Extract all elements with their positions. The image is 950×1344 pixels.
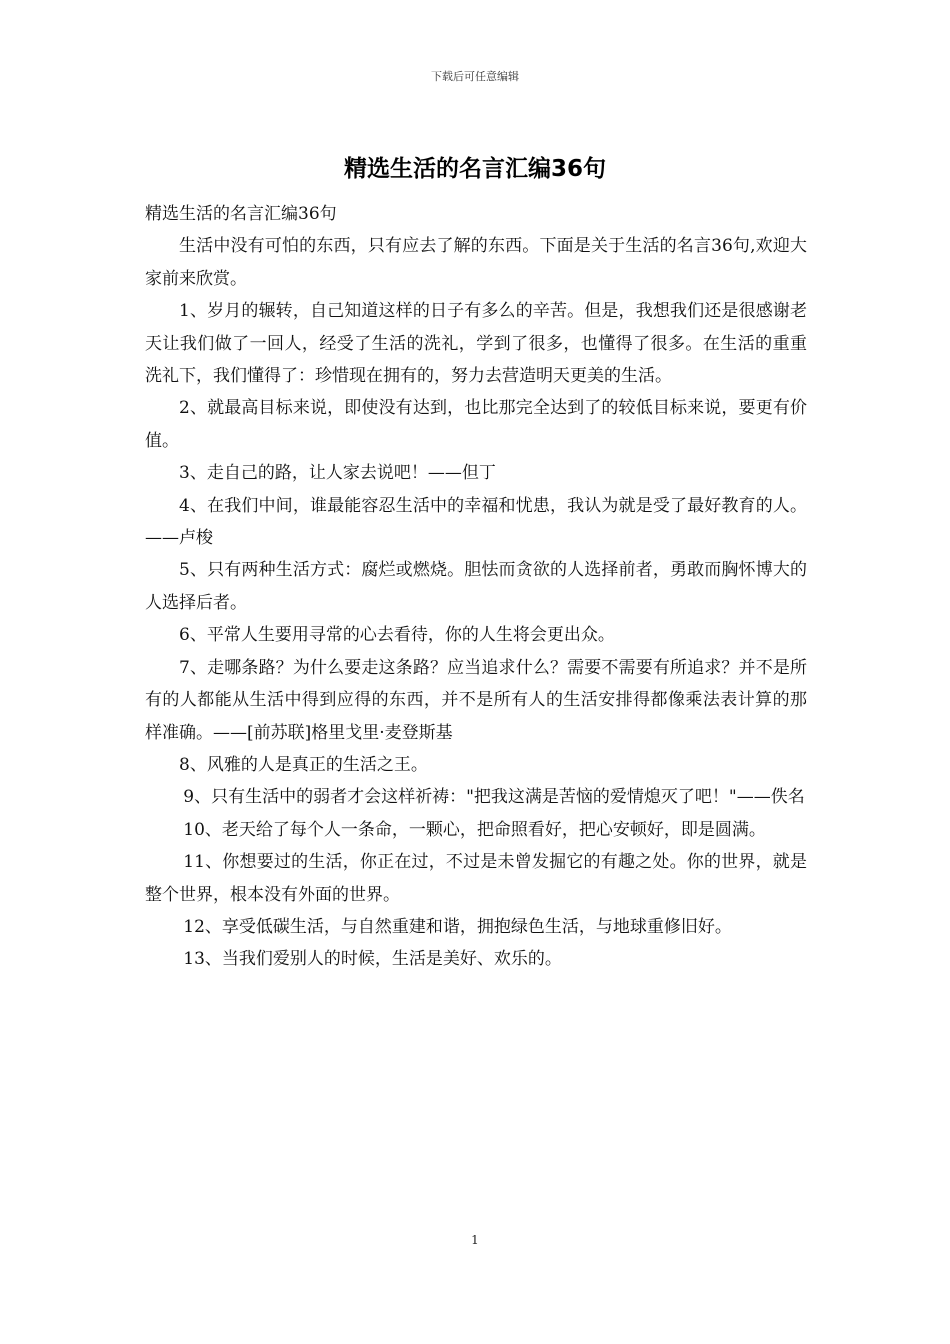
- subtitle-line: 精选生活的名言汇编36句: [145, 204, 337, 224]
- quote-paragraph: 1、岁月的辗转，自己知道这样的日子有多么的辛苦。但是，我想我们还是很感谢老天让我们做了一回人，经受了生活的洗礼，学到了很多，也懂得了很多。在生活的重重洗礼下，我们懂得了：珍惜现在拥有的，努力去营造明天更美的生活。: [145, 301, 807, 387]
- quote-paragraph: 8、风雅的人是真正的生活之王。: [179, 754, 428, 775]
- quote-paragraph: 7、走哪条路？为什么要走这条路？应当追求什么？需要不需要有所追求？并不是所有的人都能从生活中得到应得的东西，并不是所有人的生活安排得都像乘法表计算的那样准确。——[前苏联]格里戈里·麦登斯基: [145, 657, 807, 743]
- quote-paragraph: 11、你想要过的生活，你正在过，不过是未曾发掘它的有趣之处。你的世界，就是整个世界，根本没有外面的世界。: [145, 852, 807, 905]
- quote-paragraph: 10、老天给了每个人一条命，一颗心，把命照看好，把心安顿好，即是圆满。: [183, 819, 766, 840]
- quote-paragraph: 2、就最高目标来说，即使没有达到，也比那完全达到了的较低目标来说，要更有价值。: [145, 398, 807, 451]
- intro-paragraph: 生活中没有可怕的东西，只有应去了解的东西。下面是关于生活的名言36句,欢迎大家前来欣赏。: [145, 236, 807, 289]
- quote-paragraph: 12、享受低碳生活，与自然重建和谐，拥抱绿色生活，与地球重修旧好。: [183, 916, 732, 937]
- header-note: 下载后可任意编辑: [431, 70, 519, 83]
- document-body: [145, 198, 807, 976]
- quote-paragraph: 13、当我们爱别人的时候，生活是美好、欢乐的。: [183, 949, 562, 970]
- quote-paragraph: 5、只有两种生活方式：腐烂或燃烧。胆怯而贪欲的人选择前者，勇敢而胸怀博大的人选择后者。: [145, 560, 807, 613]
- page-number: 1: [471, 1233, 479, 1247]
- quote-paragraph: 3、走自己的路，让人家去说吧！——但丁: [179, 463, 496, 484]
- quote-paragraph: 6、平常人生要用寻常的心去看待，你的人生将会更出众。: [179, 625, 615, 646]
- quote-paragraph: 4、在我们中间，谁最能容忍生活中的幸福和忧患，我认为就是受了最好教育的人。——卢梭: [145, 495, 807, 549]
- document-title: 精选生活的名言汇编36句: [343, 156, 606, 182]
- quote-paragraph: 9、只有生活中的弱者才会这样祈祷："把我这满是苦恼的爱情熄灭了吧！"——佚名: [183, 787, 805, 808]
